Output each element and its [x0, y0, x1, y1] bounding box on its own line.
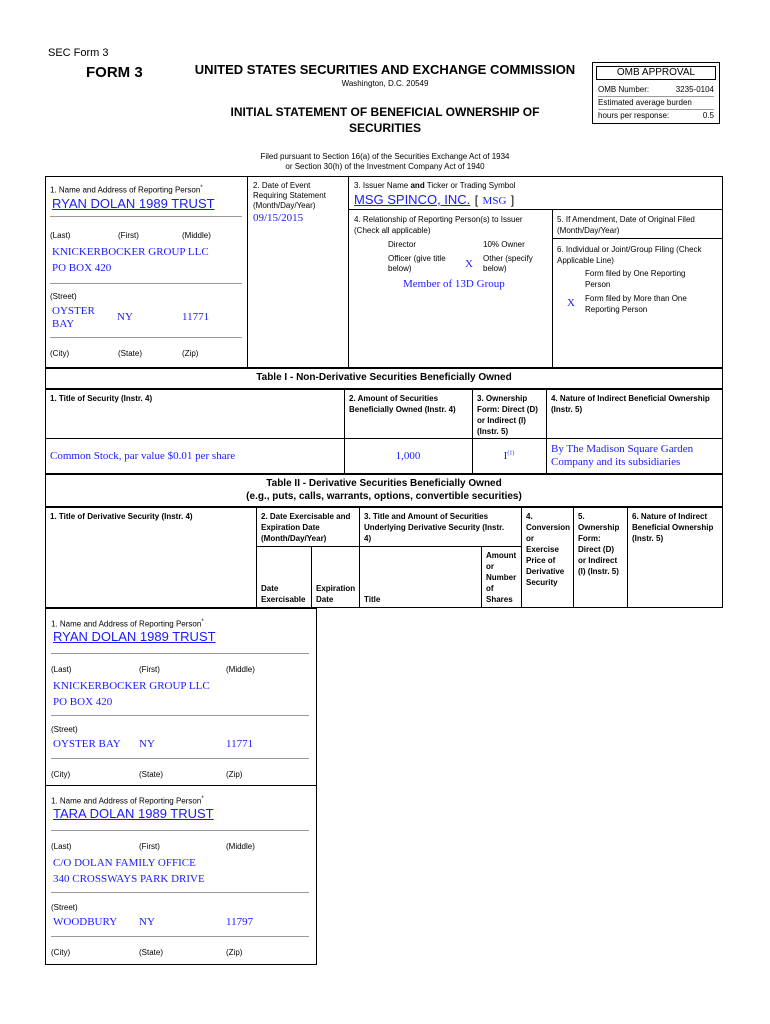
statement-title-2: SECURITIES — [348, 121, 421, 135]
commission-location: Washington, D.C. 20549 — [341, 79, 429, 88]
table2-col6-header: 6. Nature of Indirect — [632, 512, 708, 521]
box1-label: 1. Name and Address of Reporting Person* — [50, 185, 203, 195]
person2-address-1: C/O DOLAN FAMILY OFFICE — [53, 857, 196, 869]
relationship-mark: X — [465, 258, 473, 270]
person1-city-label: (City) — [51, 770, 71, 779]
footnote-link[interactable]: (1) — [507, 450, 515, 457]
omb-number-label: OMB Number: — [598, 85, 650, 94]
more-persons-option-2: Reporting Person — [585, 305, 648, 314]
table2-col4-header-5: Price of — [526, 556, 556, 565]
table2-col4-header: 4. — [526, 512, 533, 521]
commission-title: UNITED STATES SECURITIES AND EXCHANGE COMMISSION — [194, 62, 576, 77]
state-value: NY — [117, 311, 133, 323]
table2-col2-header-2: Expiration Date — [261, 523, 320, 532]
table1-col3-header: 3. Ownership — [477, 394, 528, 403]
state-label: (State) — [118, 349, 143, 358]
table2-col6-header-3: (Instr. 5) — [632, 534, 664, 543]
officer-option-below: below) — [388, 264, 412, 273]
table1-col3-header-3: or Indirect (I) — [477, 416, 526, 425]
reporting-person-name[interactable]: RYAN DOLAN 1989 TRUST — [52, 196, 215, 211]
one-person-option-2: Person — [585, 280, 611, 289]
box2-label-1: 2. Date of Event — [253, 181, 311, 190]
other-relationship-text: Member of 13D Group — [403, 278, 505, 290]
person2-city-label: (City) — [51, 948, 71, 957]
person1-state-value: NY — [139, 738, 155, 750]
other-option: Other (specify — [483, 254, 533, 263]
table2-col2-header: 2. Date Exercisable and — [261, 512, 351, 521]
issuer-name-link[interactable]: MSG SPINCO, INC. — [354, 192, 471, 207]
sub-date-exercisable-2: Exercisable — [261, 595, 306, 604]
ownership-form: $I^{(1)}$ — [503, 450, 515, 462]
event-date: 09/15/2015 — [253, 212, 304, 224]
last-label: (Last) — [50, 231, 71, 240]
table1-col4-header: 4. Nature of Indirect Beneficial Ownership — [551, 394, 710, 403]
table2-col3-header-2: Underlying Derivative Security (Instr. — [364, 523, 505, 532]
person1-address-2: PO BOX 420 — [53, 696, 113, 708]
address-line-2: PO BOX 420 — [52, 262, 112, 274]
person2-middle-label: (Middle) — [226, 842, 255, 851]
table1-col4-header-2: (Instr. 5) — [551, 405, 583, 414]
ten-percent-owner-option: 10% Owner — [483, 240, 525, 249]
street-label: (Street) — [50, 292, 77, 301]
table1-col3-header-4: (Instr. 5) — [477, 427, 509, 436]
officer-option: Officer (give title — [388, 254, 446, 263]
statement-title-1: INITIAL STATEMENT OF BENEFICIAL OWNERSHIP OF — [230, 105, 540, 119]
sub-amount-2: or — [486, 562, 494, 571]
sub-amount-4: of — [486, 584, 494, 593]
table2-col5-header-6: (I) (Instr. 5) — [578, 567, 619, 576]
sub-amount: Amount — [486, 551, 517, 560]
person2-label: 1. Name and Address of Reporting Person* — [51, 796, 204, 806]
table2-col3-header: 3. Title and Amount of Securities — [364, 512, 489, 521]
box3-label: 3. Issuer Name and Ticker or Trading Symbol — [354, 181, 516, 190]
person1-address-1: KNICKERBOCKER GROUP LLC — [53, 680, 210, 692]
person2-state-value: NY — [139, 916, 155, 928]
table2-col2-header-3: (Month/Day/Year) — [261, 534, 327, 543]
person1-zip-label: (Zip) — [226, 770, 243, 779]
form-number: FORM 3 — [86, 64, 143, 81]
omb-number-value: 3235-0104 — [675, 85, 714, 94]
table2-col5-header-2: Ownership — [578, 523, 620, 532]
person2-first-label: (First) — [139, 842, 160, 851]
first-label: (First) — [118, 231, 139, 240]
person1-last-label: (Last) — [51, 665, 72, 674]
table1-col2-header: 2. Amount of Securities — [349, 394, 439, 403]
table2-col5-header-3: Form: — [578, 534, 601, 543]
omb-burden-label: Estimated average burden — [598, 98, 692, 107]
box5-label-2: (Month/Day/Year) — [557, 226, 620, 235]
nature-ownership-2: Company and its subsidiaries — [551, 456, 681, 468]
other-option-below: below) — [483, 264, 507, 273]
filing-mark: X — [567, 297, 575, 309]
sub-amount-5: Shares — [486, 595, 513, 604]
person1-city-value: OYSTER BAY — [53, 738, 121, 750]
ticker-symbol: MSG — [482, 195, 507, 207]
table1-col1-header: 1. Title of Security (Instr. 4) — [50, 394, 153, 403]
box2-label-2: Requiring Statement — [253, 191, 326, 200]
more-persons-option: Form filed by More than One — [585, 294, 687, 303]
sub-amount-3: Number — [486, 573, 517, 582]
table1-title: Table I - Non-Derivative Securities Beneficially Owned — [256, 372, 512, 383]
person2-last-label: (Last) — [51, 842, 72, 851]
person2-zip-value: 11797 — [226, 916, 254, 928]
reporting-person-block — [45, 608, 317, 786]
person1-state-label: (State) — [139, 770, 164, 779]
issuer-name-ticker: MSG SPINCO, INC. [ MSG ] — [354, 192, 515, 207]
box6-label-1: 6. Individual or Joint/Group Filing (Check — [557, 245, 702, 254]
city-value-1: OYSTER — [52, 305, 95, 317]
middle-label: (Middle) — [182, 231, 211, 240]
person1-label: 1. Name and Address of Reporting Person* — [51, 619, 204, 629]
box5-label-1: 5. If Amendment, Date of Original Filed — [557, 215, 695, 224]
filed-pursuant-1: Filed pursuant to Section 16(a) of the Securities Exchange Act of 1934 — [260, 152, 510, 161]
filed-pursuant-2: or Section 30(h) of the Investment Company Act of 1940 — [285, 162, 485, 171]
person1-street-label: (Street) — [51, 725, 78, 734]
table2-col1-header: 1. Title of Derivative Security (Instr. 4) — [50, 512, 193, 521]
zip-value: 11771 — [182, 311, 210, 323]
omb-hours-value: 0.5 — [702, 111, 714, 120]
box6-label-2: Applicable Line) — [557, 256, 614, 265]
person2-city-value: WOODBURY — [53, 916, 118, 928]
table2-col5-header-4: Direct (D) — [578, 545, 615, 554]
box4-label-2: (Check all applicable) — [354, 226, 431, 235]
director-option: Director — [388, 240, 417, 249]
table2-col6-header-2: Beneficial Ownership — [632, 523, 714, 532]
table2-col4-header-3: or — [526, 534, 534, 543]
city-value-2: BAY — [52, 318, 75, 330]
table2-title-2: (e.g., puts, calls, warrants, options, convertible securities) — [246, 491, 522, 502]
table2-col4-header-7: Security — [526, 578, 558, 587]
address-line-1: KNICKERBOCKER GROUP LLC — [52, 246, 209, 258]
security-amount: 1,000 — [395, 450, 421, 462]
person2-zip-label: (Zip) — [226, 948, 243, 957]
table2-col5-header: 5. — [578, 512, 585, 521]
person2-name[interactable]: TARA DOLAN 1989 TRUST — [53, 806, 214, 821]
table2-col4-header-6: Derivative — [526, 567, 565, 576]
omb-hours-label: hours per response: — [598, 111, 670, 120]
table2-col4-header-2: Conversion — [526, 523, 571, 532]
person2-address-2: 340 CROSSWAYS PARK DRIVE — [53, 873, 205, 885]
person1-zip-value: 11771 — [226, 738, 254, 750]
table1-col2-header-2: Beneficially Owned (Instr. 4) — [349, 405, 456, 414]
person2-state-label: (State) — [139, 948, 164, 957]
omb-approval-box — [592, 62, 720, 124]
table2-col4-header-4: Exercise — [526, 545, 559, 554]
person1-name[interactable]: RYAN DOLAN 1989 TRUST — [53, 629, 216, 644]
table2-title-1: Table II - Derivative Securities Beneficially Owned — [266, 478, 502, 489]
table2-col3-header-3: 4) — [364, 534, 372, 543]
zip-label: (Zip) — [182, 349, 199, 358]
reporting-person-block-2 — [45, 785, 317, 965]
sub-title: Title — [364, 595, 381, 604]
security-title: Common Stock, par value $0.01 per share — [50, 450, 236, 462]
person1-middle-label: (Middle) — [226, 665, 255, 674]
person2-street-label: (Street) — [51, 903, 78, 912]
person1-first-label: (First) — [139, 665, 160, 674]
sub-date-exercisable: Date — [261, 584, 279, 593]
sec-form-label: SEC Form 3 — [48, 47, 109, 59]
sub-expiration-date-2: Date — [316, 595, 334, 604]
sub-expiration-date: Expiration — [316, 584, 356, 593]
omb-approval-title: OMB APPROVAL — [596, 66, 716, 80]
box4-label-1: 4. Relationship of Reporting Person(s) to Issuer — [354, 215, 523, 224]
box2-label-3: (Month/Day/Year) — [253, 201, 316, 210]
table2-col5-header-5: or Indirect — [578, 556, 618, 565]
city-label: (City) — [50, 349, 70, 358]
nature-ownership-1: By The Madison Square Garden — [551, 443, 694, 455]
table1-col3-header-2: Form: Direct (D) — [477, 405, 538, 414]
one-person-option: Form filed by One Reporting — [585, 269, 686, 278]
